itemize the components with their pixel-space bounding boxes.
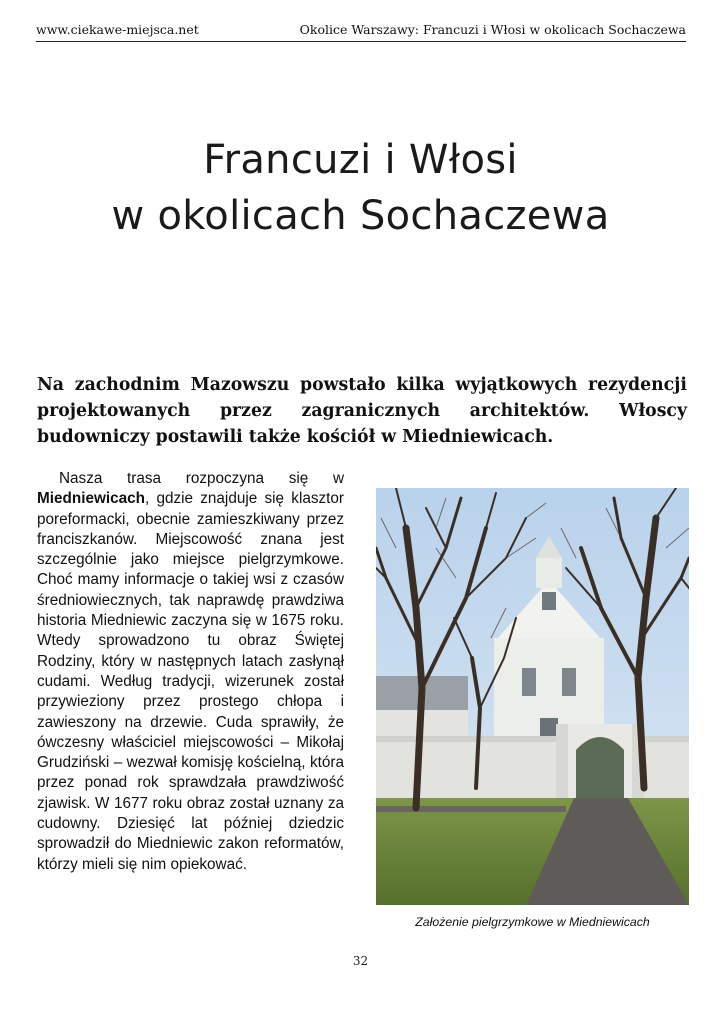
header-rule	[36, 41, 686, 42]
lead-paragraph: Na zachodnim Mazowszu powstało kilka wyjątkowych rezydencji projektowanych przez zagranicznych architektów. Włoscy budowniczy postawili także kościół w Miedniewicach.	[37, 375, 687, 447]
title-line-1: Francuzi i Włosi	[203, 137, 518, 183]
title-line-2: w okolicach Sochaczewa	[111, 193, 610, 239]
body-place-name: Miedniewicach	[37, 490, 145, 508]
church-photo-illustration	[376, 488, 689, 905]
body-intro: Nasza trasa rozpoczyna się w	[59, 470, 344, 487]
header-section-title: Okolice Warszawy: Francuzi i Włosi w okolicach Sochaczewa	[299, 22, 686, 37]
body-text: , gdzie znajduje się klasztor poreformacki, obecnie zamieszkiwany przez franciszkanów. Miejscowość znana jest szczególnie jako miejsce pielgrzymkowe. Choć mamy informacje o takiej wsi z czasów średniowiecznych, tak naprawdę prawdziwa historia Miedniewic zaczyna się w 1675 roku. Wtedy sprowadzono tu obraz Świętej Rodziny, który w następnych latach zasłynął cudami. Według tradycji, wizerunek został przywieziony przez prostego chłopa i zawieszony na drzewie. Cuda sprawiły, że ówczesny właściciel miejscowości – Mikołaj Grudziński – wezwał komisję kościelną, która przez ponad rok sprawdzała prawdziwość zjawisk. W 1677 roku obraz został uznany za cudowny. Dziesięć lat później dziedzic sprowadził do Miedniewic zakon reformatów, którzy mieli się nim opiekować.	[37, 490, 344, 873]
running-header	[36, 22, 686, 40]
page-number: 32	[352, 954, 369, 968]
photo-caption: Założenie pielgrzymkowe w Miedniewicach	[415, 915, 650, 929]
header-site: www.ciekawe-miejsca.net	[36, 22, 199, 37]
body-paragraph	[37, 469, 344, 875]
article-title	[0, 132, 721, 244]
body-column	[37, 469, 344, 875]
church-photo	[376, 488, 689, 905]
